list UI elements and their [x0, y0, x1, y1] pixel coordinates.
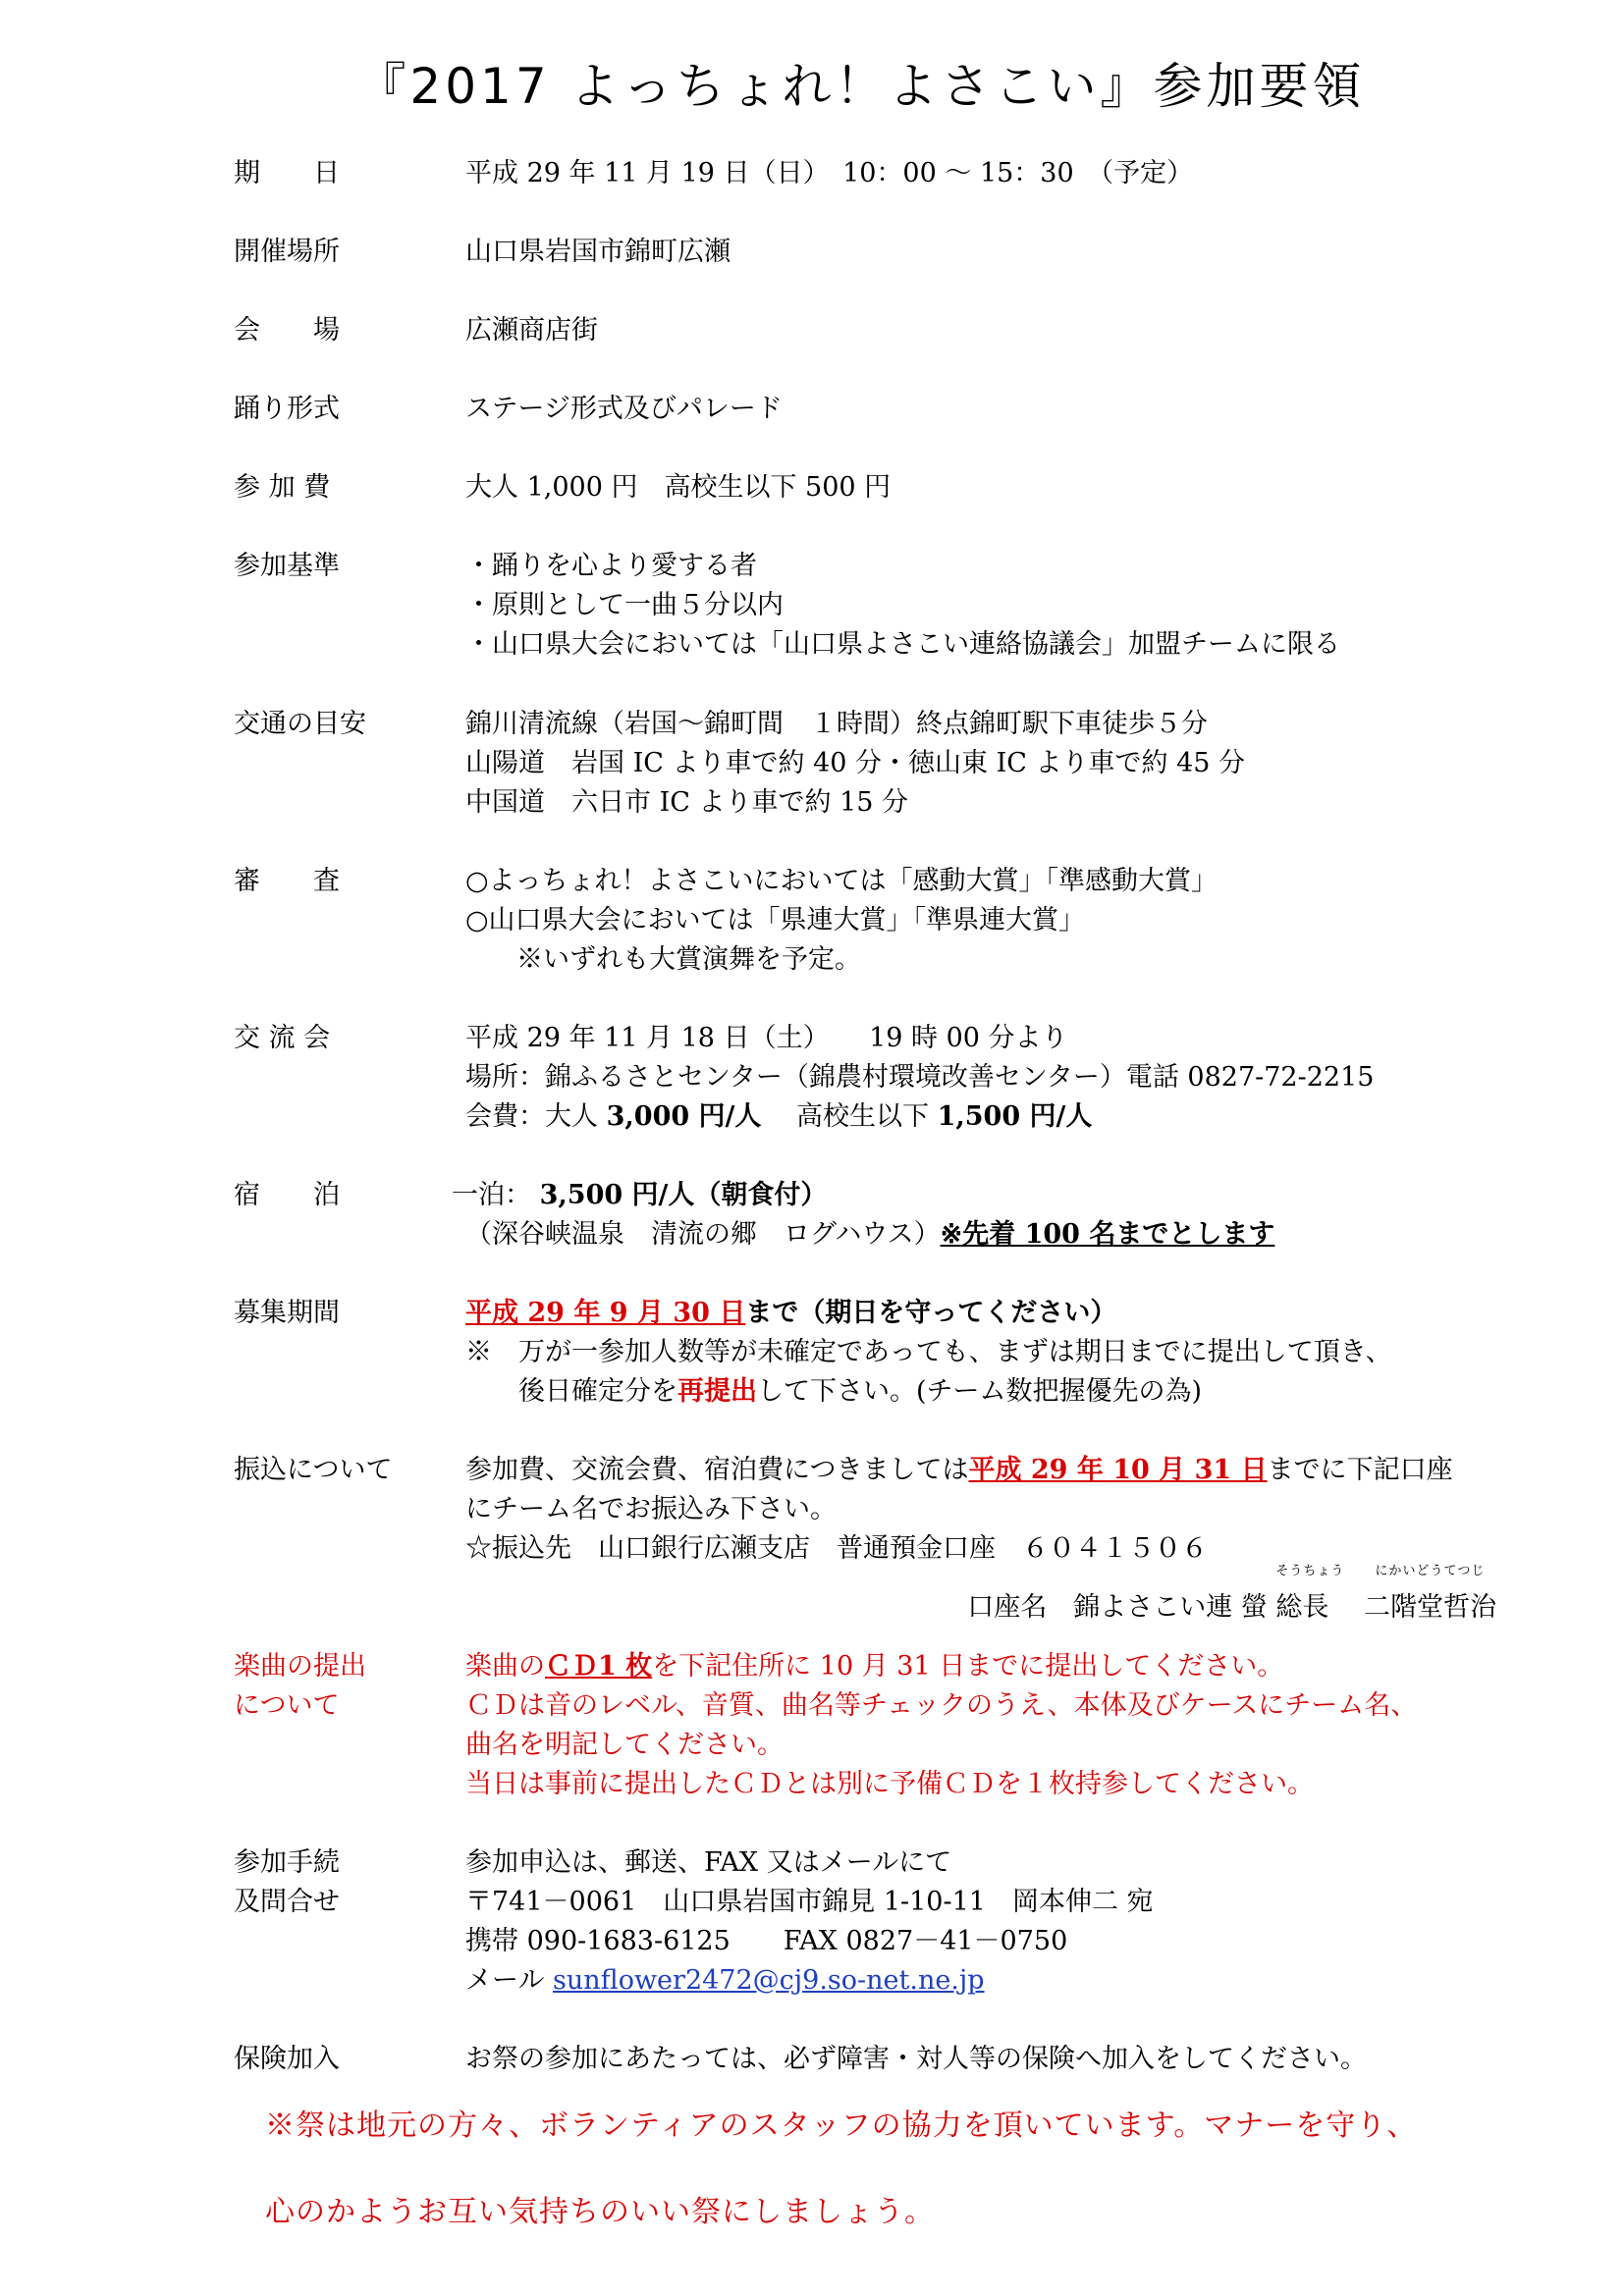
payment-line: 参加費、交流会費、宿泊費につきましては平成 29 年 10 月 31 日までに下記口座 — [465, 1455, 1453, 1485]
judging-line: ○山口県大会においては「県連大賞」「準県連大賞」 — [465, 905, 1086, 935]
contact-mail: メール sunflower2472@cj9.so-net.ne.jp — [465, 1965, 985, 1996]
lodging-price: 一泊： 3,500 円/人（朝食付） — [452, 1180, 828, 1210]
dance-format-value: ステージ形式及びパレード — [465, 394, 783, 424]
criteria-item: ・原則として一曲５分以内 — [465, 590, 784, 620]
payment-account: 口座名 錦よさこい連 螢 そうちょう 総長 にかいどうてつじ 二階堂哲治 — [967, 1564, 1496, 1623]
music-line: 曲名を明記してください。 — [465, 1730, 784, 1760]
email-link[interactable]: sunflower2472@cj9.so-net.ne.jp — [553, 1965, 985, 1996]
fee-value: 大人 1,000 円 高校生以下 500 円 — [465, 472, 892, 503]
judging-label: 審 査 — [234, 866, 340, 896]
recruit-deadline: 平成 29 年 9 月 30 日まで（期日を守ってください） — [465, 1298, 1117, 1328]
contact-phone: 携帯 090-1683-6125 FAX 0827－41－0750 — [465, 1926, 1068, 1956]
date-value: 平成 29 年 11 月 19 日（日） 10：00 ～ 15：30 （予定） — [465, 158, 1194, 188]
lodging-limit: ※先着 100 名までとします — [940, 1219, 1275, 1250]
judging-line: ○よっちょれ！よさこいにおいては「感動大賞」「準感動大賞」 — [465, 866, 1218, 896]
transport-line: 錦川清流線（岩国～錦町間 １時間）終点錦町駅下車徒歩５分 — [465, 709, 1208, 739]
closing-line: 心のかようお互い気持ちのいい祭にしましょう。 — [265, 2195, 935, 2229]
recruit-label: 募集期間 — [234, 1298, 340, 1328]
venue-area-label: 開催場所 — [234, 237, 340, 267]
music-line: 当日は事前に提出したＣＤとは別に予備ＣＤを１枚持参してください。 — [465, 1769, 1314, 1799]
venue-label: 会 場 — [234, 315, 340, 346]
transport-line: 山陽道 岩国 IC より車で約 40 分・徳山東 IC より車で約 45 分 — [465, 748, 1246, 778]
lodging-place: （深谷峡温泉 清流の郷 ログハウス）※先着 100 名までとします — [465, 1219, 1275, 1250]
criteria-label: 参加基準 — [234, 551, 340, 581]
recruit-note: 後日確定分を再提出して下さい。(チーム数把握優先の為) — [518, 1376, 1203, 1407]
page-title: 『2017 よっちょれ！よさこい』参加要領 — [356, 58, 1366, 115]
transport-label: 交通の目安 — [234, 709, 366, 739]
venue-area-value: 山口県岩国市錦町広瀬 — [465, 237, 731, 267]
criteria-item: ・山口県大会においては「山口県よさこい連絡協議会」加盟チームに限る — [465, 629, 1340, 660]
payment-line: にチーム名でお振込み下さい。 — [465, 1494, 837, 1524]
payment-bank: ☆振込先 山口銀行広瀬支店 普通預金口座 ６０４１５０６ — [465, 1533, 1208, 1564]
venue-value: 広瀬商店街 — [465, 315, 598, 346]
dance-format-label: 踊り形式 — [234, 394, 340, 424]
judging-note: ※いずれも大賞演舞を予定。 — [516, 944, 861, 975]
contact-label: 参加手続 及問合せ — [234, 1847, 340, 1917]
fee-label: 参 加 費 — [234, 472, 331, 503]
transport-line: 中国道 六日市 IC より車で約 15 分 — [465, 787, 909, 818]
social-date: 平成 29 年 11 月 18 日（土） 19 時 00 分より — [465, 1023, 1068, 1053]
music-line: ＣＤは音のレベル、音質、曲名等チェックのうえ、本体及びケースにチーム名、 — [465, 1690, 1418, 1721]
contact-line: 参加申込は、郵送、FAX 又はメールにて — [465, 1847, 952, 1878]
payment-label: 振込について — [234, 1455, 393, 1485]
lodging-label: 宿 泊 — [234, 1180, 340, 1210]
music-label: 楽曲の提出 について — [234, 1651, 366, 1721]
closing-line: ※祭は地元の方々、ボランティアのスタッフの協力を頂いています。マナーを守り、 — [265, 2109, 1418, 2143]
social-place: 場所：錦ふるさとセンター（錦農村環境改善センター）電話 0827-72-2215 — [465, 1062, 1375, 1093]
social-fee: 会費：大人 3,000 円/人 高校生以下 1,500 円/人 — [465, 1101, 1093, 1132]
recruit-note: ※ 万が一参加人数等が未確定であっても、まずは期日までに提出して頂き、 — [465, 1337, 1392, 1367]
contact-address: 〒741－0061 山口県岩国市錦見 1-10-11 岡本伸二 宛 — [465, 1887, 1154, 1917]
social-label: 交 流 会 — [234, 1023, 331, 1053]
criteria-item: ・踊りを心より愛する者 — [465, 551, 757, 581]
music-line: 楽曲のＣＤ1 枚を下記住所に 10 月 31 日までに提出してください。 — [465, 1651, 1284, 1682]
insurance-value: お祭の参加にあたっては、必ず障害・対人等の保険へ加入をしてください。 — [465, 2044, 1367, 2074]
date-label: 期 日 — [234, 158, 340, 188]
insurance-label: 保険加入 — [234, 2044, 340, 2074]
